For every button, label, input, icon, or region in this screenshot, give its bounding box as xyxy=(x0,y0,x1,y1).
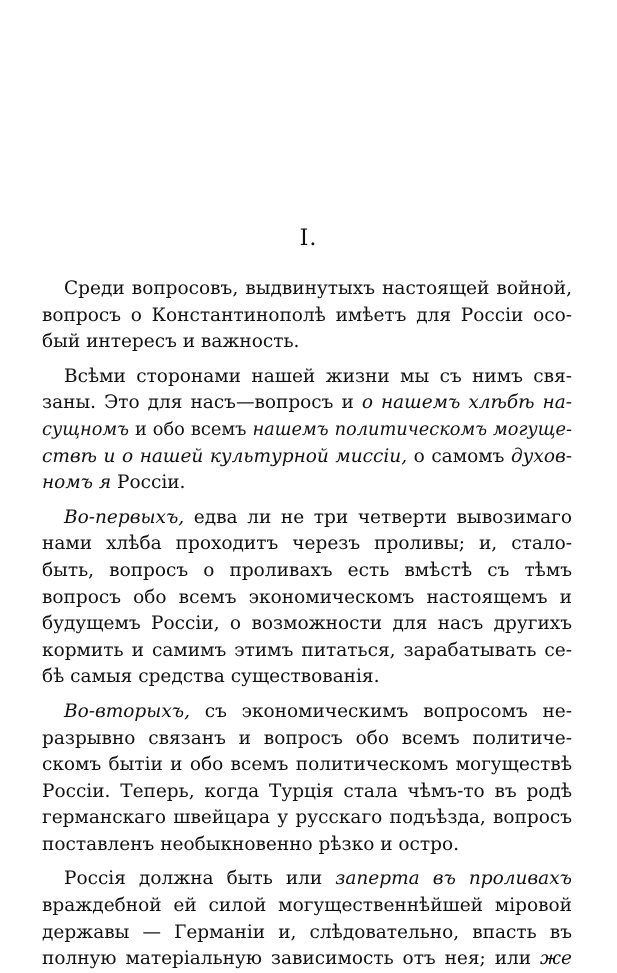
text-line xyxy=(42,303,572,330)
italic-run: сущномъ xyxy=(42,419,129,440)
text-line xyxy=(42,390,572,417)
text-run: вопросъ обо всемъ экономическомъ настоящемъ и xyxy=(42,586,572,608)
text-run: державы — Германіи и, слѣдовательно, впасть въ xyxy=(42,921,572,943)
text-line xyxy=(42,946,572,973)
italic-run: же xyxy=(540,948,572,970)
italic-run: о нашемъ хлѣбѣ на- xyxy=(361,392,572,414)
text-run: Всѣми сторонами нашей жизни мы съ нимъ свя- xyxy=(64,365,572,387)
text-run: бый интересъ и важность. xyxy=(42,331,300,353)
text-line xyxy=(42,585,572,612)
chapter-number: I. xyxy=(299,226,318,251)
text-run: вопросъ о Константинополѣ имѣетъ для Россіи осо- xyxy=(42,304,572,326)
text-line xyxy=(42,752,572,779)
text-line xyxy=(42,505,572,532)
text-run: съ экономическимъ вопросомъ не- xyxy=(190,700,572,722)
paragraph xyxy=(42,364,572,497)
italic-run: заперта въ проливахъ xyxy=(335,868,572,890)
paragraph-gap xyxy=(42,356,572,364)
text-line xyxy=(42,611,572,638)
text-run: заны. Это для насъ—вопросъ и xyxy=(42,392,362,414)
text-run: нами хлѣба проходитъ черезъ проливы; и, стало- xyxy=(42,533,572,555)
text-line xyxy=(42,417,572,444)
body-text xyxy=(42,276,572,973)
text-line xyxy=(42,444,572,471)
text-line xyxy=(42,558,572,585)
text-line xyxy=(42,866,572,893)
paragraph xyxy=(42,866,572,972)
text-run: разрывно связанъ и вопросъ обо всемъ политиче- xyxy=(42,727,572,749)
text-run: Среди вопросовъ, выдвинутыхъ настоящей войной, xyxy=(64,278,572,299)
italic-run: номъ я xyxy=(42,472,112,494)
text-line xyxy=(42,664,572,691)
text-run: поставленъ необыкновенно рѣзко и остро. xyxy=(42,833,460,855)
text-run: скомъ бытіи и обо всемъ политическомъ могуществѣ xyxy=(42,754,572,776)
text-line xyxy=(42,276,572,303)
paragraph xyxy=(42,505,572,691)
italic-run: Во-вторыхъ, xyxy=(64,700,190,722)
italic-run: ствѣ и о нашей культурной миссіи, xyxy=(42,445,408,467)
text-run: и обо всемъ xyxy=(128,419,253,440)
italic-run: нашемъ политическомъ могуще- xyxy=(252,419,572,440)
text-run: Россіи. xyxy=(111,472,186,494)
text-run: Россіи. Теперь, когда Турція стала чѣмъ-то въ родѣ xyxy=(42,780,572,802)
text-line xyxy=(42,531,572,558)
paragraph-gap xyxy=(42,858,572,866)
text-run: бѣ самыя средства существованія. xyxy=(42,666,380,688)
text-line xyxy=(42,893,572,920)
paragraph xyxy=(42,699,572,859)
text-line xyxy=(42,832,572,859)
text-line xyxy=(42,329,572,356)
paragraph-gap xyxy=(42,497,572,505)
text-line xyxy=(42,470,572,497)
text-run: кормить и самимъ этимъ питаться, зарабатывать се- xyxy=(42,639,572,661)
text-line xyxy=(42,920,572,947)
paragraph-gap xyxy=(42,691,572,699)
text-run: германскаго швейцара у русскаго подъѣзда, вопросъ xyxy=(42,807,572,829)
text-line xyxy=(42,638,572,665)
paragraph xyxy=(42,276,572,356)
text-run: враждебной ей силой могущественнѣйшей міровой xyxy=(42,895,572,917)
text-line xyxy=(42,364,572,391)
text-line xyxy=(42,726,572,753)
italic-run: Во-первыхъ, xyxy=(64,506,185,528)
text-run: быть, вопросъ о проливахъ есть вмѣстѣ съ тѣмъ xyxy=(42,559,572,581)
text-line xyxy=(42,779,572,806)
text-run: едва ли не три четверти вывозимаго xyxy=(184,506,572,528)
text-line xyxy=(42,699,572,726)
text-run: Россія должна быть или xyxy=(64,868,336,890)
text-run: полную матеріальную зависимость отъ нея; или xyxy=(42,948,541,970)
text-run: будущемъ Россіи, о возможности для насъ другихъ xyxy=(42,613,572,635)
text-run: о самомъ xyxy=(407,445,511,467)
text-line xyxy=(42,805,572,832)
italic-run: духов- xyxy=(510,445,572,467)
